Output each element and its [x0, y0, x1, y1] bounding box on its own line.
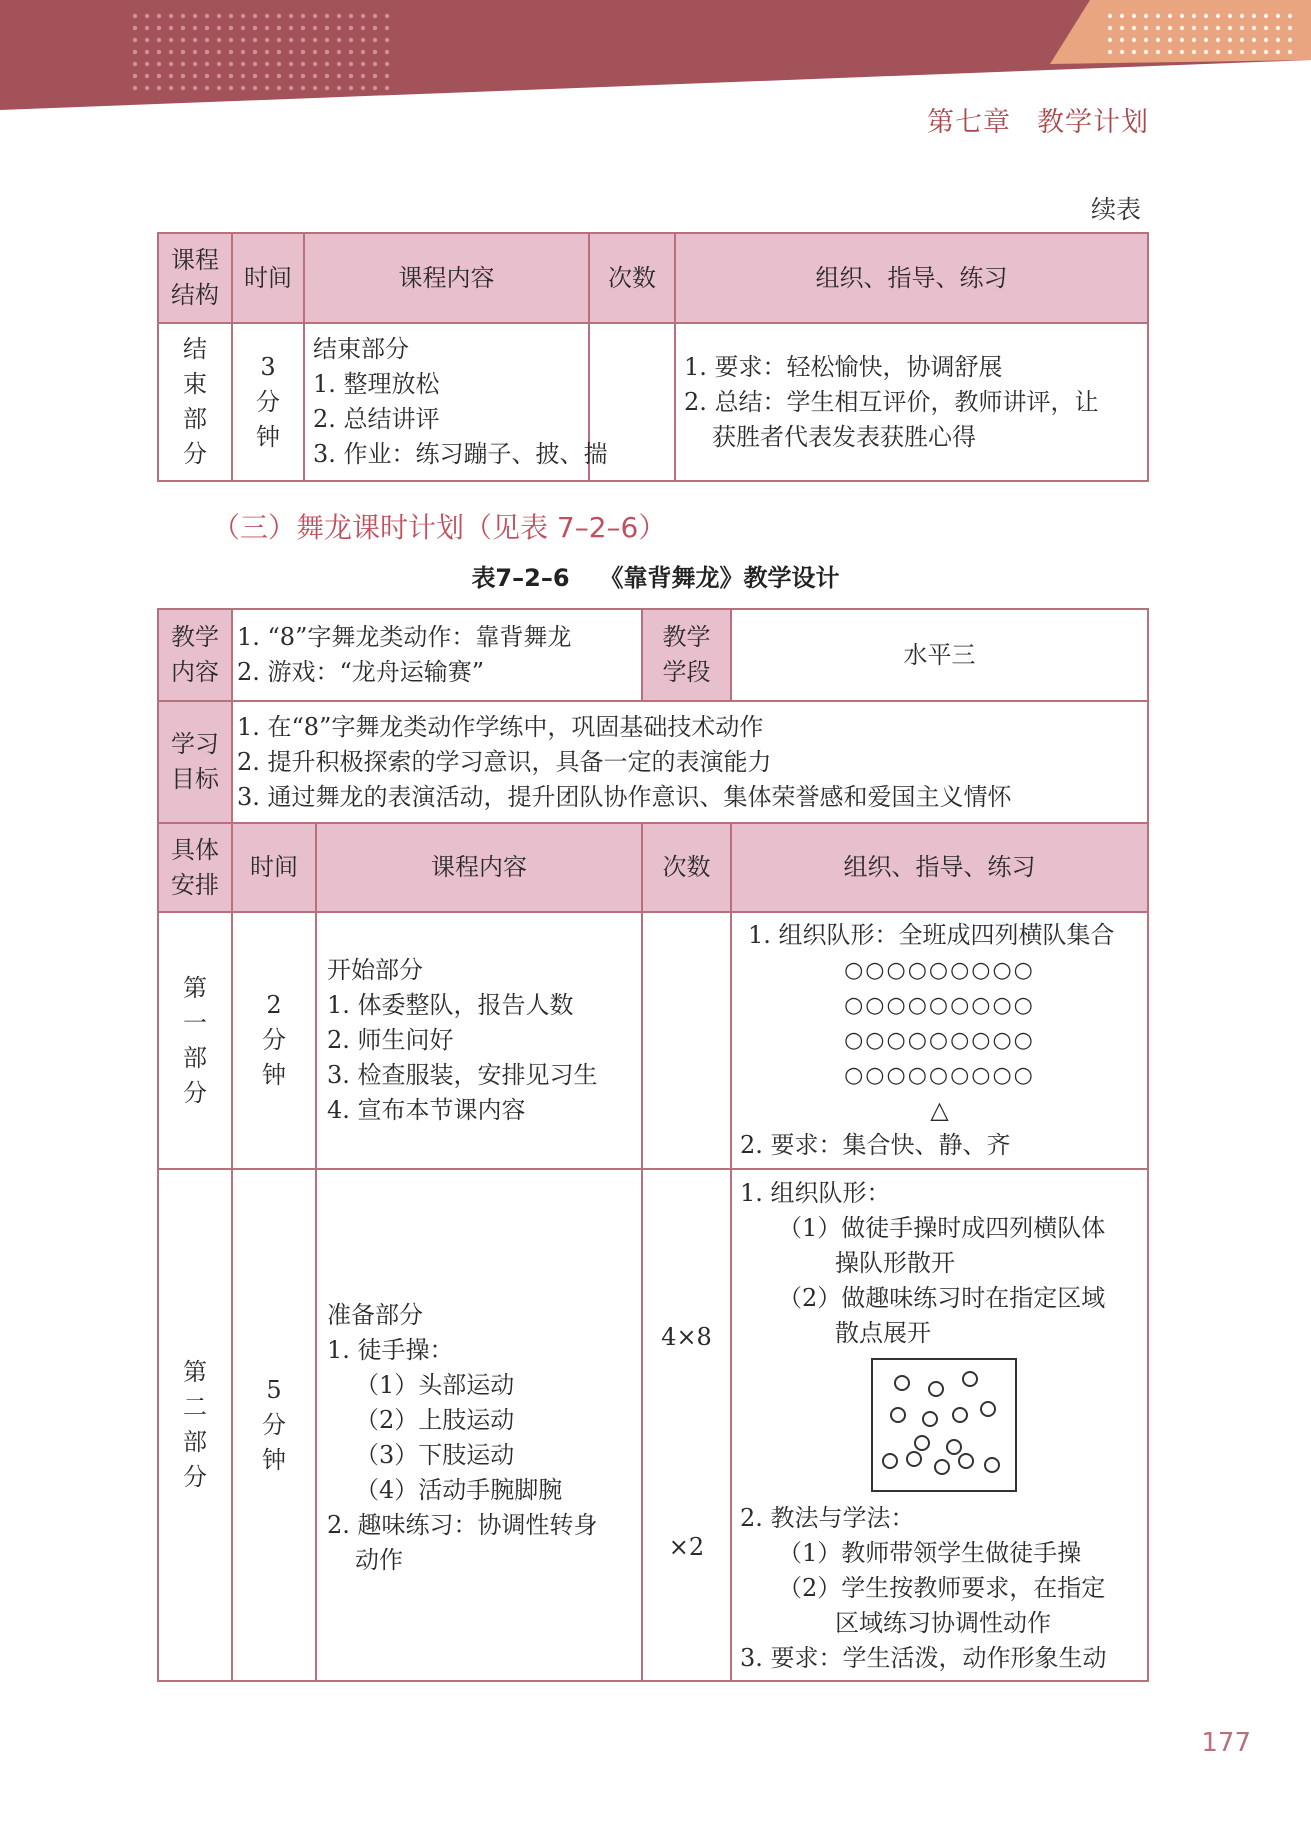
banner-dot: [265, 26, 269, 30]
formation-row: ○○○○○○○○○: [844, 993, 1035, 1018]
banner-dot: [181, 26, 185, 30]
banner-dot: [1108, 38, 1112, 42]
continued-label: 续表: [1090, 195, 1141, 224]
banner-dot: [1132, 14, 1136, 18]
banner-dot: [277, 38, 281, 42]
banner-dot: [1108, 26, 1112, 30]
banner-dot: [313, 26, 317, 30]
banner-dot: [301, 26, 305, 30]
banner-dot: [301, 74, 305, 78]
banner-dot: [301, 50, 305, 54]
banner-dot: [1252, 26, 1256, 30]
banner-dot: [361, 62, 365, 66]
banner-dot: [229, 74, 233, 78]
banner-dot: [169, 50, 173, 54]
banner-dot: [277, 86, 281, 90]
banner-dot: [145, 14, 149, 18]
banner-dot: [385, 14, 389, 18]
teaching-stage-label: 教学学段: [642, 609, 731, 701]
banner-dot: [385, 26, 389, 30]
banner-dot: [1204, 14, 1208, 18]
banner-dot: [133, 26, 137, 30]
banner-dot: [157, 38, 161, 42]
banner-dot: [157, 14, 161, 18]
banner-dot: [145, 38, 149, 42]
banner-dot: [181, 50, 185, 54]
banner-dot: [313, 86, 317, 90]
banner-dot: [1216, 38, 1220, 42]
banner-dot: [133, 86, 137, 90]
banner-dot: [361, 86, 365, 90]
banner-dot: [325, 74, 329, 78]
banner-dot: [289, 14, 293, 18]
table-title: [0, 558, 1311, 593]
banner-dot: [1204, 50, 1208, 54]
banner-dot: [1144, 14, 1148, 18]
part1-organization: 1. 组织队形：全班成四列横队集合 ○○○○○○○○○ ○○○○○○○○○ ○○○○○○○○○ ○○○○○○○○○ △ 2. 要求：集合快、静、齐: [731, 912, 1148, 1169]
learning-goals-row: [158, 701, 1148, 823]
table-row-part1: [158, 912, 1148, 1169]
banner-dot: [1276, 14, 1280, 18]
banner-dot: [313, 74, 317, 78]
banner-dot: [289, 62, 293, 66]
banner-dot: [1168, 26, 1172, 30]
banner-dot: [349, 86, 353, 90]
banner-dot: [373, 62, 377, 66]
banner-dot: [349, 50, 353, 54]
banner-dot: [193, 50, 197, 54]
banner-dot: [361, 38, 365, 42]
banner-dot: [1192, 38, 1196, 42]
learning-goals: 1. 在“8”字舞龙类动作学练中，巩固基础技术动作 2. 提升积极探索的学习意识，具备一定的表演能力 3. 通过舞龙的表演活动，提升团队协作意识、集体荣誉感和爱国主义情怀: [232, 701, 1148, 823]
header-banner: [0, 0, 1311, 115]
banner-dot: [1216, 50, 1220, 54]
banner-dot: [1180, 14, 1184, 18]
banner-dot: [1120, 14, 1124, 18]
banner-dot: [1252, 14, 1256, 18]
banner-dot: [1156, 50, 1160, 54]
header-arrangement: 具体安排: [158, 823, 232, 912]
banner-dot: [241, 26, 245, 30]
banner-dot: [205, 14, 209, 18]
banner-dot: [253, 38, 257, 42]
banner-dot: [1180, 26, 1184, 30]
banner-dot: [241, 62, 245, 66]
chapter-name: 教学计划: [1037, 107, 1149, 138]
table-number: 表7–2–6: [471, 564, 570, 592]
banner-dot: [349, 14, 353, 18]
banner-dot: [1144, 50, 1148, 54]
banner-dot: [325, 86, 329, 90]
row-time: 3分钟: [232, 323, 304, 481]
banner-dot: [265, 50, 269, 54]
part2-name: 第二部分: [158, 1169, 232, 1681]
banner-dot: [193, 86, 197, 90]
banner-dot: [1276, 26, 1280, 30]
banner-dot: [1204, 38, 1208, 42]
banner-dot: [133, 74, 137, 78]
banner-dot: [217, 38, 221, 42]
banner-dot: [349, 38, 353, 42]
banner-dot: [1168, 50, 1172, 54]
banner-dot: [325, 62, 329, 66]
formation-row: ○○○○○○○○○: [844, 1028, 1035, 1053]
scatter-formation-diagram: [870, 1357, 1020, 1495]
header-content: 课程内容: [316, 823, 642, 912]
banner-dot: [169, 26, 173, 30]
banner-dot: [205, 26, 209, 30]
banner-dot: [301, 14, 305, 18]
part1-time: 2分钟: [232, 912, 316, 1169]
banner-dot: [193, 62, 197, 66]
banner-dot: [157, 50, 161, 54]
banner-dot: [1132, 50, 1136, 54]
banner-dot: [253, 14, 257, 18]
banner-accent: [1050, 0, 1311, 64]
banner-dot: [289, 50, 293, 54]
banner-dot: [229, 14, 233, 18]
banner-dot: [193, 74, 197, 78]
header-time: 时间: [232, 823, 316, 912]
banner-dot: [181, 86, 185, 90]
banner-dot: [241, 14, 245, 18]
student-marker: [895, 1376, 909, 1390]
student-marker: [935, 1460, 949, 1474]
banner-dot: [157, 62, 161, 66]
banner-dot: [1144, 38, 1148, 42]
banner-dot: [373, 26, 377, 30]
banner-dot: [1132, 26, 1136, 30]
part2-organization: 1. 组织队形： （1）做徒手操时成四列横队体 操队形散开 （2）做趣味练习时在指定区域 散点展开 2. 教法与学法： （1）教师带领学生做徒手操 （2）学生按教师要求，在指定 区域练习协调性动作 3. 要求：学生活泼，动作形象生动: [731, 1169, 1148, 1681]
banner-dot: [325, 14, 329, 18]
banner-dot: [265, 74, 269, 78]
student-marker: [981, 1402, 995, 1416]
banner-dot: [373, 86, 377, 90]
part2-count: [642, 1169, 731, 1681]
banner-dot: [205, 86, 209, 90]
banner-dot: [385, 86, 389, 90]
banner-dot: [325, 50, 329, 54]
banner-dot: [385, 74, 389, 78]
banner-dot: [181, 14, 185, 18]
banner-dot: [313, 62, 317, 66]
banner-dot: [1216, 26, 1220, 30]
banner-dot: [349, 62, 353, 66]
banner-dot: [373, 74, 377, 78]
banner-dot: [1192, 50, 1196, 54]
student-marker: [883, 1454, 897, 1468]
banner-dot: [241, 86, 245, 90]
banner-dot: [349, 26, 353, 30]
banner-dot: [1240, 50, 1244, 54]
banner-dot: [325, 26, 329, 30]
banner-dot: [301, 38, 305, 42]
banner-dot: [337, 14, 341, 18]
banner-dot: [241, 38, 245, 42]
banner-dot: [277, 74, 281, 78]
banner-dot: [1288, 50, 1292, 54]
banner-dot: [253, 50, 257, 54]
banner-dot: [1108, 50, 1112, 54]
banner-dot: [1216, 14, 1220, 18]
banner-dot: [181, 62, 185, 66]
banner-dot: [1120, 50, 1124, 54]
banner-dot: [157, 26, 161, 30]
banner-dot: [361, 50, 365, 54]
banner-dot: [193, 38, 197, 42]
banner-dot: [373, 50, 377, 54]
banner-dot: [1228, 14, 1232, 18]
banner-dot: [217, 14, 221, 18]
banner-dot: [277, 14, 281, 18]
header-organization: 组织、指导、练习: [675, 233, 1148, 323]
header-time: 时间: [232, 233, 304, 323]
banner-dot: [277, 62, 281, 66]
banner-dot: [1264, 14, 1268, 18]
banner-dot: [1276, 38, 1280, 42]
banner-dot: [313, 38, 317, 42]
part1-name: 第一部分: [158, 912, 232, 1169]
teacher-mark: △: [930, 1096, 949, 1124]
banner-dot: [301, 86, 305, 90]
header-count: 次数: [589, 233, 675, 323]
banner-dot: [1264, 50, 1268, 54]
count-fun-practice: ×2: [668, 1533, 705, 1561]
student-marker: [929, 1382, 943, 1396]
banner-dot: [265, 38, 269, 42]
banner-dot: [169, 38, 173, 42]
banner-dot: [361, 14, 365, 18]
part1-count: [642, 912, 731, 1169]
banner-dot: [169, 74, 173, 78]
banner-dot: [217, 26, 221, 30]
banner-dot: [133, 50, 137, 54]
banner-dot: [1204, 26, 1208, 30]
banner-dot: [313, 50, 317, 54]
banner-dot: [385, 38, 389, 42]
banner-dot: [373, 38, 377, 42]
banner-dot: [217, 86, 221, 90]
banner-dot: [289, 74, 293, 78]
banner-dot: [193, 14, 197, 18]
banner-dot: [337, 38, 341, 42]
banner-dot: [241, 50, 245, 54]
formation-row: ○○○○○○○○○: [844, 1063, 1035, 1088]
scatter-dots: [883, 1372, 999, 1474]
banner-dot: [1180, 50, 1184, 54]
schedule-header-row: [158, 823, 1148, 912]
banner-dot: [337, 74, 341, 78]
banner-dot: [1192, 26, 1196, 30]
banner-dot: [145, 26, 149, 30]
teaching-stage-value: 水平三: [731, 609, 1148, 701]
banner-dot: [205, 50, 209, 54]
banner-dot: [1192, 14, 1196, 18]
banner-dot: [337, 86, 341, 90]
banner-dot: [229, 38, 233, 42]
banner-dot: [217, 50, 221, 54]
banner-dot: [385, 62, 389, 66]
banner-dot: [1228, 38, 1232, 42]
banner-dot: [217, 74, 221, 78]
banner-dot: [1156, 26, 1160, 30]
student-marker: [923, 1412, 937, 1426]
student-marker: [907, 1452, 921, 1466]
banner-dot: [289, 86, 293, 90]
banner-dot: [1108, 14, 1112, 18]
banner-dot: [1168, 14, 1172, 18]
banner-dot: [133, 62, 137, 66]
banner-dot: [1288, 14, 1292, 18]
banner-dot: [265, 62, 269, 66]
banner-dot: [1228, 50, 1232, 54]
banner-dot: [265, 86, 269, 90]
continued-table-header-row: [158, 233, 1148, 323]
student-marker: [963, 1372, 977, 1386]
banner-dot: [181, 38, 185, 42]
header-content: 课程内容: [304, 233, 589, 323]
section-heading: （三）舞龙课时计划（见表 7–2–6）: [212, 511, 667, 544]
banner-dot: [325, 38, 329, 42]
banner-dot: [289, 26, 293, 30]
banner-dot: [253, 86, 257, 90]
banner-dot: [253, 74, 257, 78]
banner-dot: [229, 50, 233, 54]
banner-dot: [1156, 14, 1160, 18]
banner-dot: [1264, 26, 1268, 30]
banner-dot: [277, 26, 281, 30]
banner-dot: [1240, 38, 1244, 42]
student-marker: [959, 1454, 973, 1468]
banner-dot: [145, 50, 149, 54]
banner-dot: [145, 74, 149, 78]
banner-dot: [193, 26, 197, 30]
student-marker: [891, 1408, 905, 1422]
banner-dot: [361, 74, 365, 78]
header-structure: 课程结构: [158, 233, 232, 323]
banner-dot: [1228, 26, 1232, 30]
banner-dot: [337, 50, 341, 54]
banner-dot: [301, 62, 305, 66]
continued-table: [157, 232, 1149, 482]
banner-dot: [1120, 26, 1124, 30]
student-marker: [953, 1408, 967, 1422]
banner-dot: [1252, 38, 1256, 42]
banner-dot: [1168, 38, 1172, 42]
banner-dot: [385, 50, 389, 54]
banner-dot: [133, 14, 137, 18]
banner-dot: [169, 62, 173, 66]
banner-dot: [157, 74, 161, 78]
table-row-part2: [158, 1169, 1148, 1681]
part2-content: 准备部分 1. 徒手操： （1）头部运动 （2）上肢运动 （3）下肢运动 （4）活动手腕脚腕 2. 趣味练习：协调性转身 动作: [316, 1169, 642, 1681]
banner-dot: [181, 74, 185, 78]
banner-dot: [205, 74, 209, 78]
table-row: [158, 323, 1148, 481]
page-number: 177: [1201, 1728, 1251, 1758]
banner-dot: [313, 14, 317, 18]
part2-time: 5分钟: [232, 1169, 316, 1681]
banner-dot: [205, 38, 209, 42]
student-marker: [947, 1440, 961, 1454]
header-organization: 组织、指导、练习: [731, 823, 1148, 912]
count-calisthenics: 4×8: [661, 1323, 712, 1351]
banner-dot: [1264, 38, 1268, 42]
banner-dot: [229, 62, 233, 66]
banner-dot: [1144, 26, 1148, 30]
banner-dot: [361, 26, 365, 30]
banner-dot: [1276, 50, 1280, 54]
banner-dot: [229, 26, 233, 30]
row-structure: 结束部分: [158, 323, 232, 481]
banner-dot: [229, 86, 233, 90]
banner-dot: [277, 50, 281, 54]
banner-dot: [337, 26, 341, 30]
banner-dot: [253, 62, 257, 66]
banner-dot: [145, 86, 149, 90]
banner-dot: [145, 62, 149, 66]
teaching-content-row: [158, 609, 1148, 701]
learning-goals-label: 学习目标: [158, 701, 232, 823]
formation-row: ○○○○○○○○○: [844, 958, 1035, 983]
teaching-content-label: 教学内容: [158, 609, 232, 701]
chapter-number: 第七章: [927, 107, 1011, 138]
banner-dot: [1156, 38, 1160, 42]
banner-dot: [349, 74, 353, 78]
lesson-plan-table: [157, 608, 1149, 1682]
banner-dot: [337, 62, 341, 66]
banner-dot: [1252, 50, 1256, 54]
banner-dot: [133, 38, 137, 42]
student-marker: [985, 1458, 999, 1472]
banner-dot: [169, 14, 173, 18]
chapter-title: [927, 100, 1149, 139]
teaching-content: 1. “8”字舞龙类动作：靠背舞龙 2. 游戏：“龙舟运输赛”: [232, 609, 642, 701]
banner-dot: [1132, 38, 1136, 42]
row-content: 结束部分 1. 整理放松 2. 总结讲评 3. 作业：练习蹦子、披、揣: [304, 323, 589, 481]
banner-dot: [1240, 14, 1244, 18]
row-organization: 1. 要求：轻松愉快，协调舒展 2. 总结：学生相互评价，教师讲评，让 获胜者代表发表获胜心得: [675, 323, 1148, 481]
banner-dot: [169, 86, 173, 90]
banner-dot: [289, 38, 293, 42]
banner-dot: [1120, 38, 1124, 42]
part1-content: 开始部分 1. 体委整队，报告人数 2. 师生问好 3. 检查服装，安排见习生 4. 宣布本节课内容: [316, 912, 642, 1169]
banner-dot: [253, 26, 257, 30]
banner-dot: [1180, 38, 1184, 42]
banner-dot: [1288, 26, 1292, 30]
student-marker: [915, 1436, 929, 1450]
banner-dot: [265, 14, 269, 18]
banner-dot: [1288, 38, 1292, 42]
banner-dot: [241, 74, 245, 78]
header-count: 次数: [642, 823, 731, 912]
banner-dot: [217, 62, 221, 66]
banner-dot: [1240, 26, 1244, 30]
banner-dot: [373, 14, 377, 18]
banner-dot: [157, 86, 161, 90]
table-name: 《靠背舞龙》教学设计: [599, 564, 840, 592]
banner-dot: [205, 62, 209, 66]
